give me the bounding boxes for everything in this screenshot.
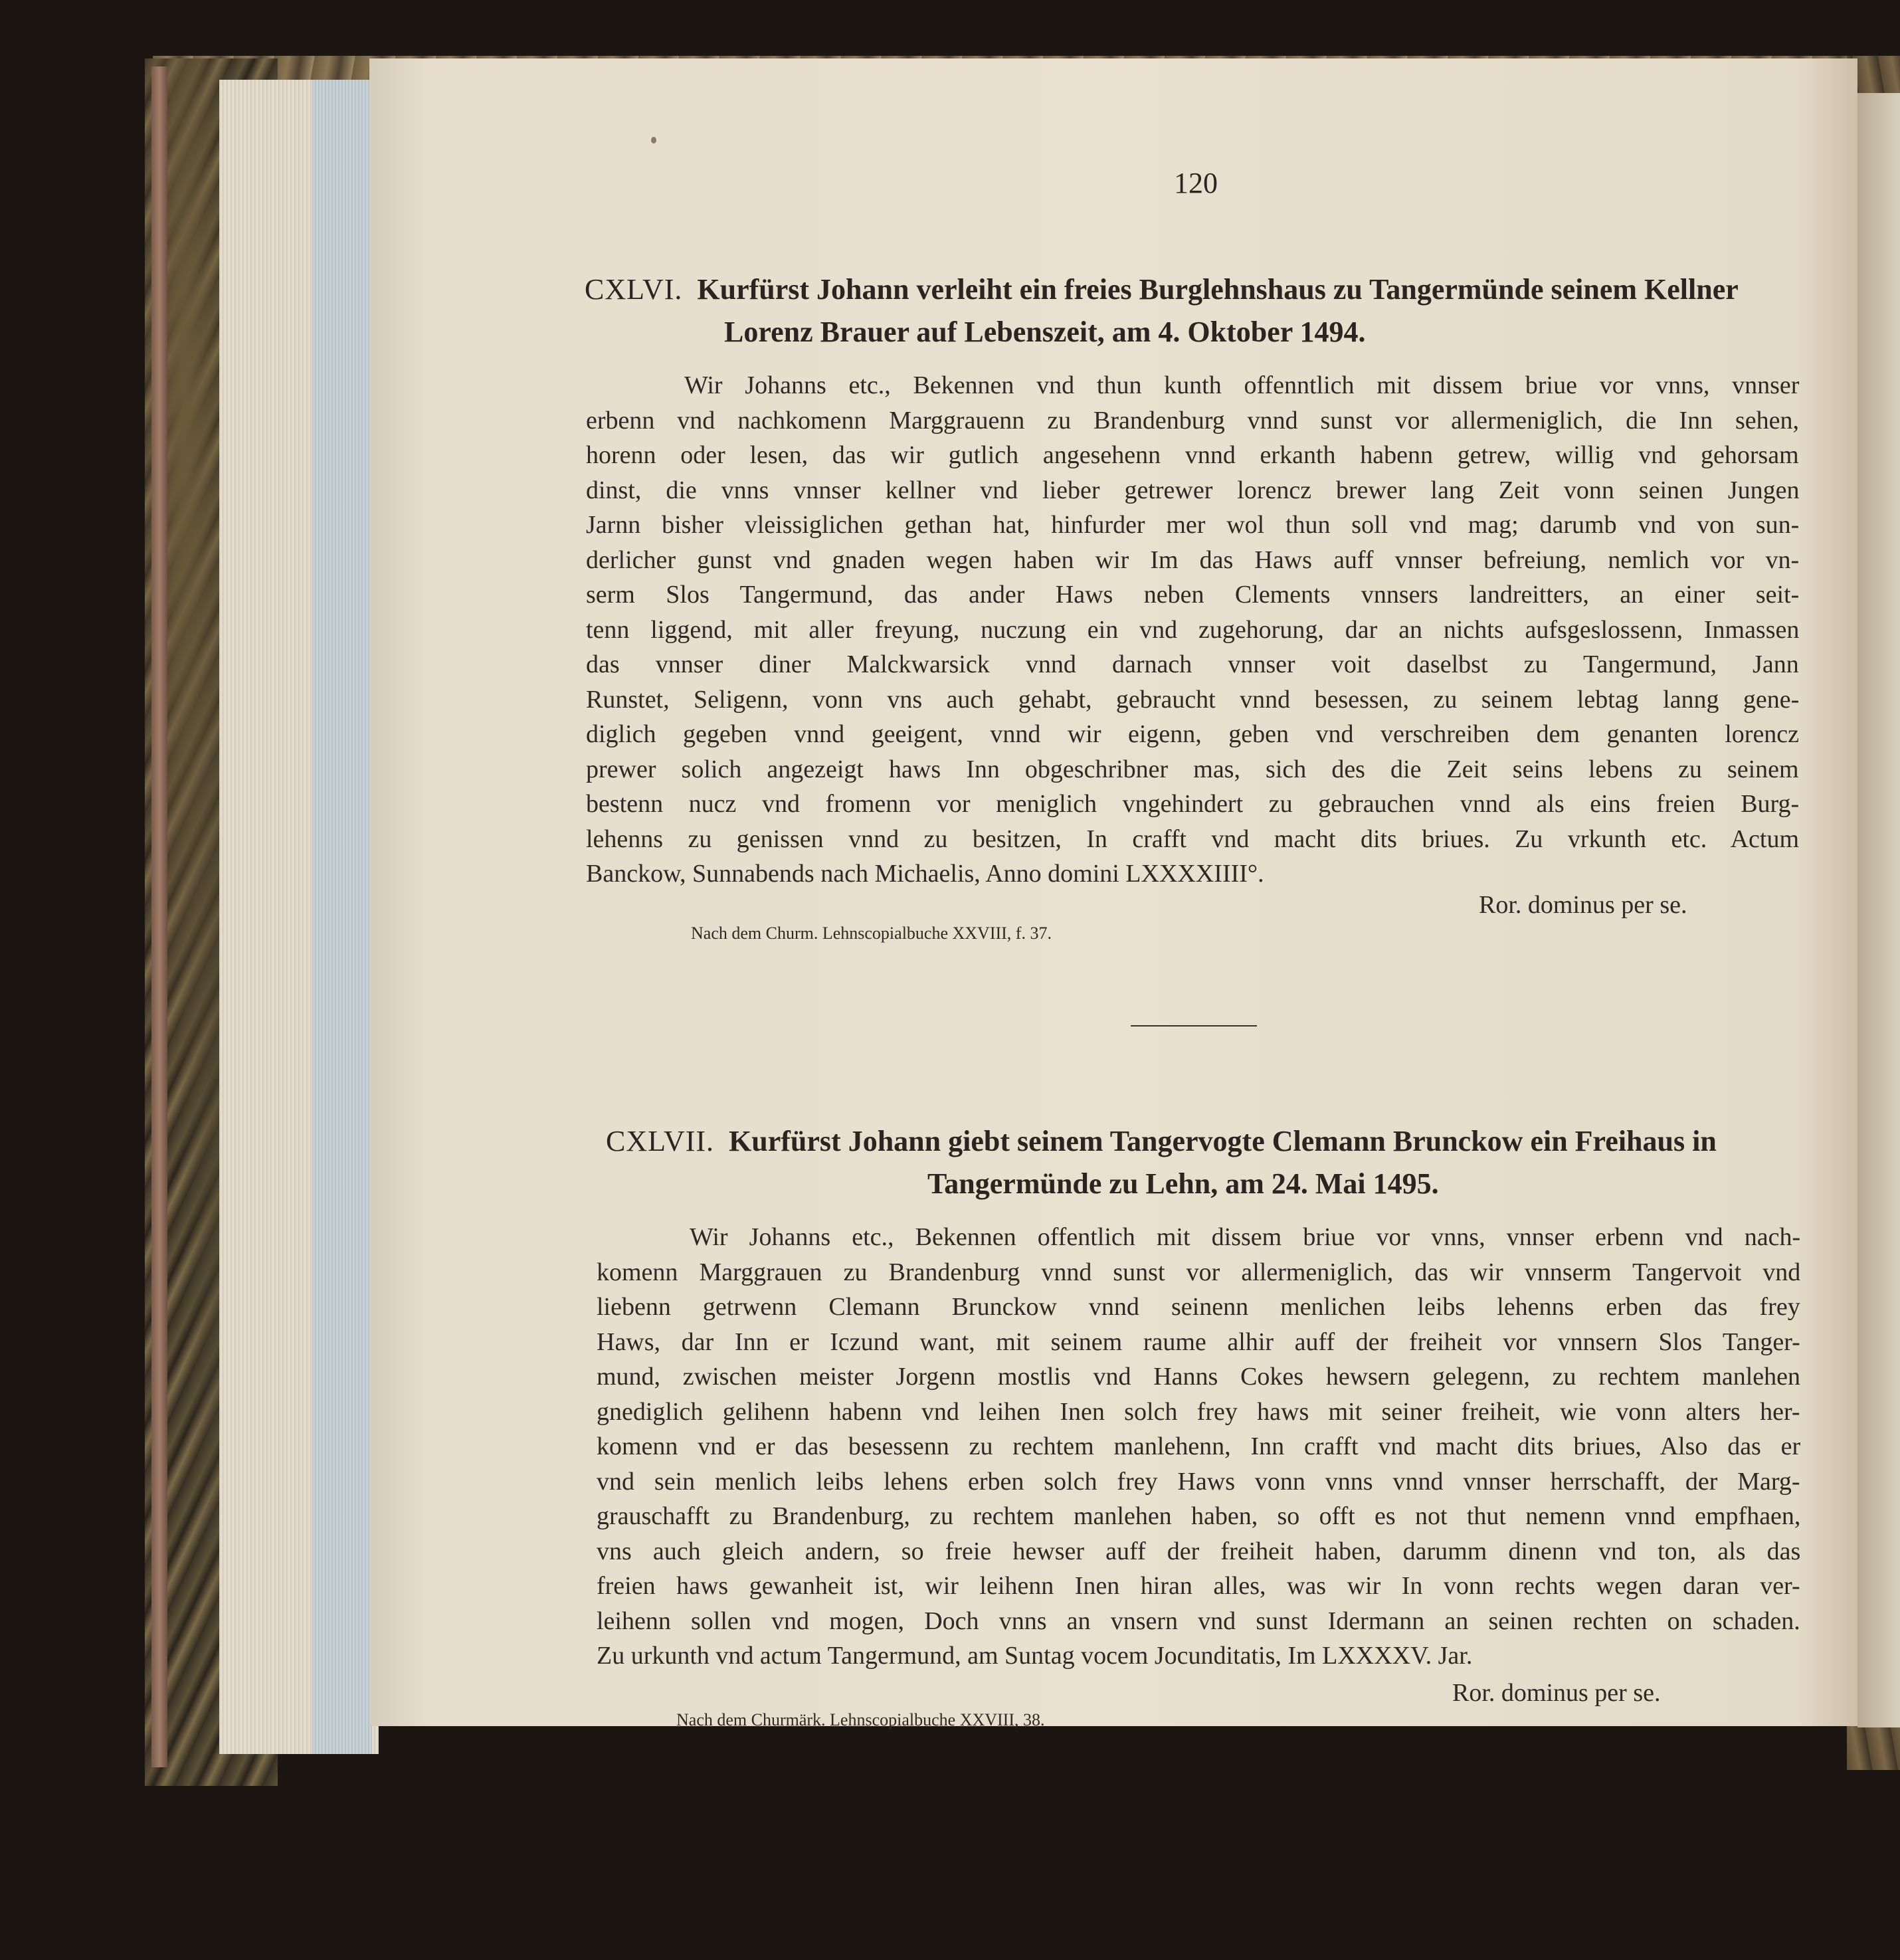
- body-line: komenn Marggrauen zu Brandenburg vnnd sunst vor allermeniglich, das wir vnnserm Tangervoit vnd: [597, 1258, 1801, 1286]
- body-line: Wir Johanns etc., Bekennen offentlich mit dissem briue vor vnns, vnnser erbenn vnd nach-: [690, 1223, 1801, 1251]
- signature-cxlvii: Ror. dominus per se.: [1452, 1679, 1661, 1707]
- body-line: Wir Johanns etc., Bekennen vnd thun kunth offenntlich mit dissem briue vor vnns, vnnser: [684, 371, 1800, 399]
- document-title-line-2: Lorenz Brauer auf Lebenszeit, am 4. Oktober 1494.: [724, 316, 1366, 348]
- page-stack-edge-tinted: [312, 80, 372, 1754]
- body-line: vns auch gleich andern, so freie hewser auff der freiheit haben, darumm dinenn vnd ton, als das: [597, 1537, 1801, 1565]
- facing-page-edge: [1857, 93, 1900, 1727]
- document-numeral: CXLVI.: [585, 273, 683, 306]
- body-line: grauschafft zu Brandenburg, zu rechtem manlehen haben, so offt es not thut nemenn vnnd empfhaen,: [597, 1502, 1801, 1530]
- body-line: freien haws gewanheit ist, wir leihenn Inen hiran alles, was wir In vonn rechts wegen daran ver-: [597, 1572, 1800, 1600]
- body-line: horenn oder lesen, das wir gutlich angesehenn vnnd erkanth habenn getrew, willig vnd gehorsam: [586, 441, 1799, 469]
- body-line: leihenn sollen vnd mogen, Doch vnns an vnsern vnd sunst Idermann an seinen rechten on schaden.: [597, 1607, 1800, 1635]
- document-title-line-1: Kurfürst Johann verleiht ein freies Burglehnshaus zu Tangermünde seinem Kellner: [697, 273, 1739, 306]
- document-numeral: CXLVII.: [606, 1125, 715, 1157]
- body-line: prewer solich angezeigt haws Inn obgeschribner mas, sich des die Zeit seins lebens zu seinem: [586, 755, 1799, 783]
- document-body-cxlvi: [586, 368, 1799, 892]
- source-note-cxlvii: Nach dem Churmärk. Lehnscopialbuche XXVIII, 38.: [676, 1710, 1045, 1729]
- paper-spot: [651, 137, 656, 144]
- body-line: serm Slos Tangermund, das ander Haws neben Clements vnnsers landreitters, an einer seit-: [586, 581, 1800, 609]
- book-spine-edge: [151, 66, 167, 1767]
- body-line: gnediglich gelihenn habenn vnd leihen Inen solch frey haws mit seiner freiheit, wie vonn alters her-: [597, 1397, 1800, 1426]
- body-line: Runstet, Seligenn, vonn vns auch gehabt, gebraucht vnnd besessen, zu seinem lebtag lanng gene-: [586, 685, 1800, 714]
- body-line: komenn vnd er das besessenn zu rechtem manlehenn, Inn crafft vnd macht dits briues, Also das er: [597, 1432, 1801, 1460]
- document-heading-cxlvi: [585, 268, 1794, 353]
- body-line: derlicher gunst vnd gnaden wegen haben wir Im das Haws auff vnnser befreiung, nemlich vor vn-: [586, 545, 1800, 574]
- body-line: Jarnn bisher vleissiglichen gethan hat, hinfurder mer wol thun soll vnd mag; darumb vnd von sun-: [586, 511, 1800, 539]
- document-body-cxlvii: [597, 1220, 1800, 1674]
- body-line: Haws, dar Inn er Iczund want, mit seinem raume alhir auff der freiheit vor vnnsern Slos Tanger-: [597, 1327, 1800, 1356]
- body-line: diglich gegeben vnnd geeigent, vnnd wir eigenn, geben vnd verschreiben dem genanten lorencz: [586, 720, 1800, 748]
- page-number: 120: [1174, 167, 1218, 199]
- signature-cxlvi: Ror. dominus per se.: [1479, 891, 1687, 919]
- document-title-line-2: Tangermünde zu Lehn, am 24. Mai 1495.: [927, 1167, 1439, 1200]
- body-line: erbenn vnd nachkomenn Marggrauenn zu Brandenburg vnnd sunst vor allermeniglich, die Inn sehen,: [586, 406, 1800, 435]
- document-title-line-1: Kurfürst Johann giebt seinem Tangervogte Clemann Brunckow ein Freihaus in: [729, 1125, 1717, 1157]
- body-line: tenn liggend, mit aller freyung, nuczung ein vnd zugehorung, dar an nichts aufsgeslossenn, Inmassen: [586, 615, 1800, 644]
- body-line: Zu urkunth vnd actum Tangermund, am Suntag vocem Jocunditatis, Im LXXXXV. Jar.: [597, 1642, 1473, 1670]
- section-divider: [1131, 1025, 1257, 1027]
- body-line: vnd sein menlich leibs lehens erben solch frey Haws vonn vnns vnnd vnnser herrschafft, der Marg-: [597, 1467, 1800, 1496]
- body-line: liebenn getrwenn Clemann Brunckow vnnd seinenn menlichen leibs lehenns erben das frey: [597, 1293, 1800, 1321]
- body-line: mund, zwischen meister Jorgenn mostlis vnd Hanns Cokes hewsern gelegenn, zu rechtem manlehen: [597, 1363, 1801, 1391]
- body-line: bestenn nucz vnd fromenn vor meniglich vngehindert zu gebrauchen vnnd als eins freien Burg-: [586, 790, 1800, 818]
- body-line: Banckow, Sunnabends nach Michaelis, Anno domini LXXXXIIII°.: [586, 860, 1264, 888]
- body-line: dinst, die vnns vnnser kellner vnd lieber getrewer lorencz brewer lang Zeit vonn seinen Jungen: [586, 476, 1800, 504]
- body-line: das vnnser diner Malckwarsick vnnd darnach vnnser voit daselbst zu Tangermund, Jann: [586, 650, 1799, 678]
- source-note-cxlvi: Nach dem Churm. Lehnscopialbuche XXVIII, f. 37.: [691, 924, 1052, 943]
- body-line: lehenns zu genissen vnnd zu besitzen, In crafft vnd macht dits briues. Zu vrkunth etc. Actum: [586, 825, 1800, 853]
- document-heading-cxlvii: [606, 1120, 1802, 1205]
